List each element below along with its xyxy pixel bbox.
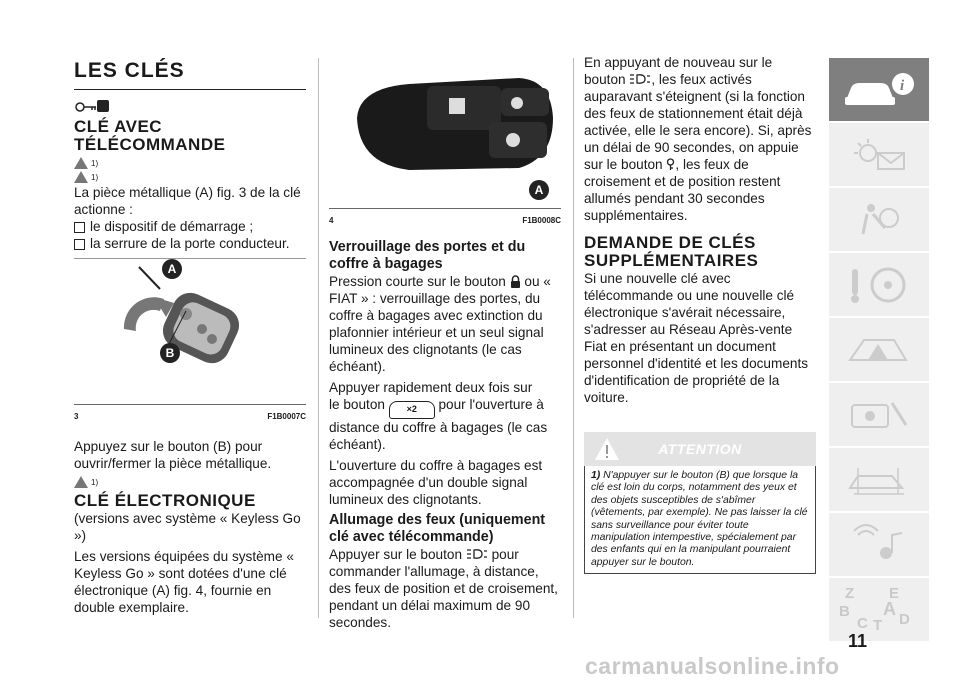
warning-ref-1[interactable]: 1) bbox=[74, 156, 306, 170]
page-number: 11 bbox=[848, 631, 868, 651]
attention-box bbox=[584, 432, 816, 574]
list-item: la serrure de la porte conducteur. bbox=[74, 235, 306, 252]
headlight-icon bbox=[629, 73, 651, 86]
electronic-key-illustration bbox=[329, 58, 561, 208]
attention-header: ATTENTION bbox=[584, 432, 816, 466]
warning-triangle-icon bbox=[74, 476, 88, 488]
heading-supplementaires: DEMANDE DE CLÉS SUPPLÉMENTAIRES bbox=[584, 233, 759, 270]
right-column bbox=[584, 54, 816, 574]
paragraph: La pièce métallique (A) fig. 3 de la clé actionne : bbox=[74, 185, 301, 217]
tab-emergency[interactable] bbox=[829, 318, 929, 383]
tab-technical-data[interactable] bbox=[829, 448, 929, 513]
callout-a: A bbox=[529, 180, 549, 200]
list-item: le dispositif de démarrage ; bbox=[74, 218, 306, 235]
paragraph: En appuyant de nouveau sur le bouton , les feux activés auparavant s'éteignent (si la fonction des feux de stationnement était déjà activée, elle le sera encore). Si, après un délai de 90 secondes, on appuie sur le bouton , les feux de croisement et de position restent allumés pendant 30 secondes supplémentaires. bbox=[584, 55, 812, 223]
warning-ref-3[interactable]: 1) bbox=[74, 475, 306, 489]
paragraph: Si une nouvelle clé avec télécommande ou une nouvelle clé électronique s'avérait nécessaire, s'adresser au Réseau Après-vente Fiat en présentant un document personnel d'identité et les documents d'identification de propriété de la voiture. bbox=[584, 271, 809, 405]
emergency-icon bbox=[844, 330, 914, 370]
flip-key-illustration bbox=[74, 259, 306, 404]
callout-b: B bbox=[160, 343, 180, 363]
figure-3 bbox=[74, 258, 306, 404]
figure-caption: 3 F1B0007C bbox=[74, 404, 306, 425]
heading-allumage: Allumage des feux (uniquement clé avec télécommande) bbox=[329, 512, 546, 545]
warning-triangle-icon bbox=[74, 157, 88, 169]
left-column bbox=[74, 58, 306, 616]
heading-telecommande: CLÉ AVEC TÉLÉCOMMANDE bbox=[74, 117, 226, 154]
tab-multimedia[interactable] bbox=[829, 513, 929, 578]
warning-triangle-icon bbox=[594, 436, 620, 466]
paragraph: Les versions équipées du système « Keyless Go » sont dotées d'une clé électronique (A) fig. 4, fournie en double exemplaire. bbox=[74, 549, 294, 615]
tab-safety[interactable] bbox=[829, 188, 929, 253]
safety-icon bbox=[849, 200, 909, 240]
tab-warning-lights[interactable] bbox=[829, 123, 929, 188]
heading-verrouillage: Verrouillage des portes et du coffre à bagages bbox=[329, 239, 526, 272]
tab-car-info[interactable] bbox=[829, 58, 929, 123]
warning-lights-icon bbox=[844, 135, 914, 175]
paragraph: Appuyez sur le bouton (B) pour ouvrir/fermer la pièce métallique. bbox=[74, 439, 272, 471]
tab-start-drive[interactable] bbox=[829, 253, 929, 318]
tab-maintenance[interactable] bbox=[829, 383, 929, 448]
car-info-icon bbox=[839, 70, 919, 110]
paragraph: Pression courte sur le bouton ou « FIAT » : verrouillage des portes, du coffre à bagages avec extinction du plafonnier intérieur et un seul signal lumineux des clignotants (le cas échéant). bbox=[329, 274, 551, 374]
warning-triangle-icon bbox=[74, 171, 88, 183]
paragraph: Appuyer sur le bouton pour commander l'allumage, à distance, des feux de position et de croisement, pendant un délai maximum de 90 secondes. bbox=[329, 547, 558, 630]
middle-column bbox=[329, 58, 561, 631]
paragraph: L'ouverture du coffre à bagages est accompagnée d'un double signal lumineux des clignotants. bbox=[329, 458, 543, 507]
section-title: LES CLÉS bbox=[74, 59, 185, 82]
paragraph: (versions avec système « Keyless Go ») bbox=[74, 511, 301, 543]
warning-ref-2[interactable]: 1) bbox=[74, 170, 306, 184]
lock-icon bbox=[510, 275, 521, 288]
technical-data-icon bbox=[844, 460, 914, 500]
figure-caption: 4 F1B0008C bbox=[329, 208, 561, 229]
trunk-x2-icon: ×2 bbox=[389, 401, 435, 419]
attention-body: 1) N'appuyer sur le bouton (B) que lorsque la clé est loin du corps, notamment des yeux et des objets susceptibles de s'abîmer (vêtements, par exemple). Ne pas laisser la clé sans surveillance pour éviter toute manipulation intempestive, spécialement par des enfants qui en la manipulant pourraient appuyer sur le bouton. bbox=[584, 466, 816, 574]
svg-text:i: i bbox=[900, 77, 905, 94]
paragraph: le bouton ×2 pour l'ouverture à distance du coffre à bagages (le cas échéant). bbox=[329, 397, 548, 452]
paragraph: Appuyer rapidement deux fois sur bbox=[329, 380, 533, 395]
index-icon: Z E B A C T D bbox=[839, 584, 910, 634]
start-drive-icon bbox=[844, 263, 914, 307]
maintenance-icon bbox=[844, 395, 914, 435]
chapter-sidebar bbox=[829, 58, 929, 643]
callout-a: A bbox=[162, 259, 182, 279]
figure-4 bbox=[329, 58, 561, 208]
multimedia-icon bbox=[844, 523, 914, 567]
footer-watermark: carmanualsonline.info bbox=[585, 653, 840, 679]
key-icon bbox=[74, 98, 306, 116]
headlight-icon bbox=[466, 548, 488, 561]
tab-index[interactable] bbox=[829, 578, 929, 643]
title-rule bbox=[74, 89, 306, 90]
heading-electronique: CLÉ ÉLECTRONIQUE bbox=[74, 491, 256, 510]
